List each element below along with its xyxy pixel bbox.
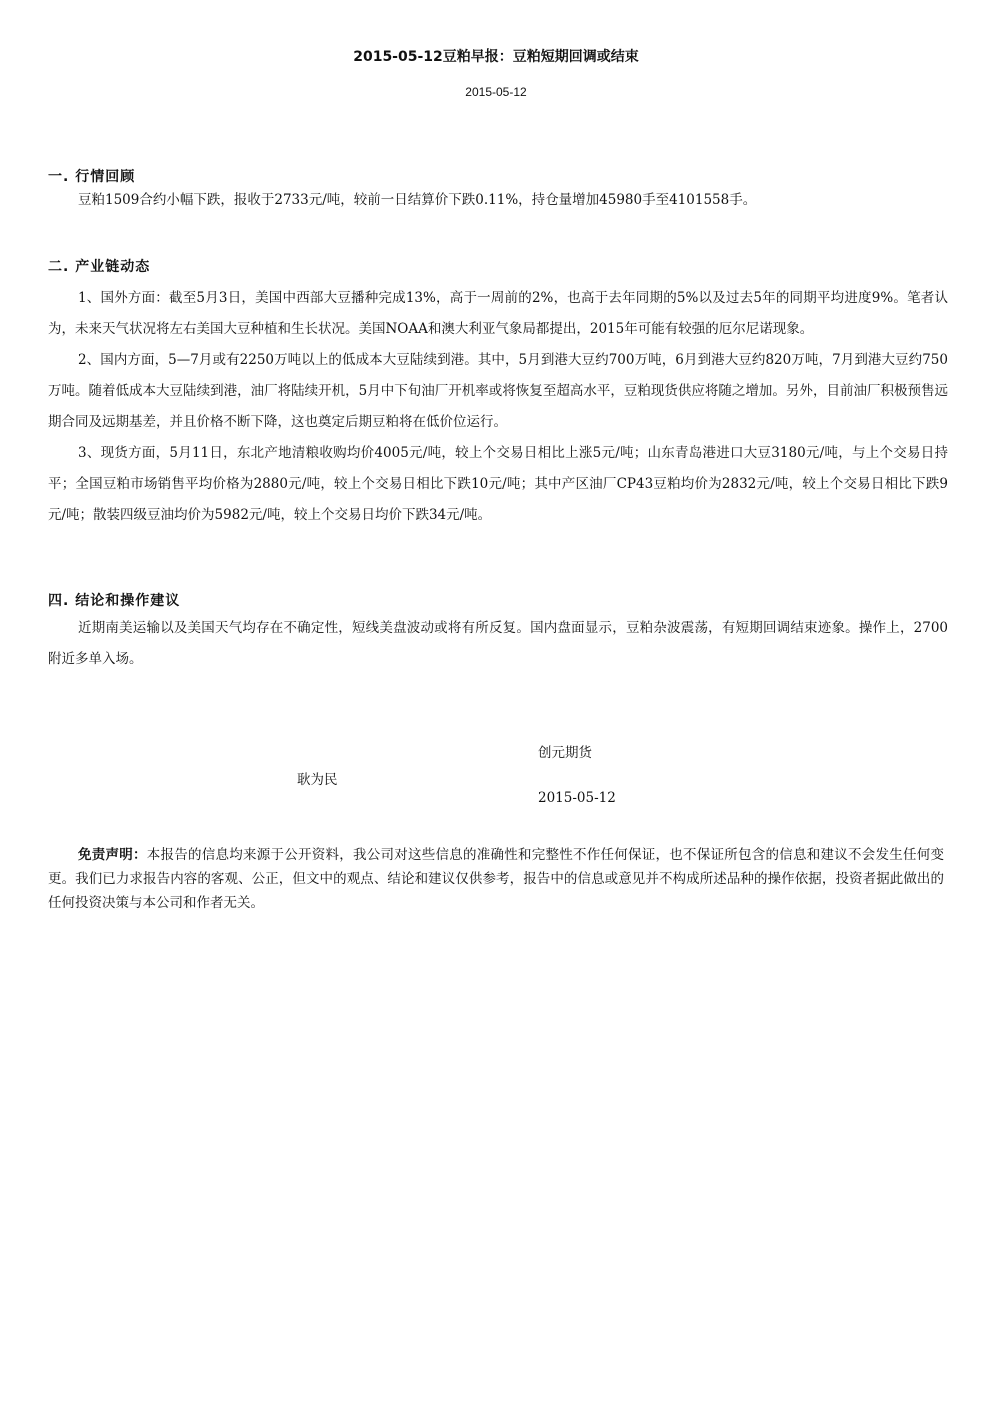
section-industry-chain <box>48 257 948 531</box>
section-conclusion <box>48 591 948 675</box>
section-paragraph: 近期南美运输以及美国天气均存在不确定性，短线美盘波动或将有所反复。国内盘面显示，豆粕杂波震荡，有短期回调结束迹象。操作上，2700附近多单入场。 <box>48 620 948 667</box>
signature-company: 创元期货 <box>538 745 592 761</box>
section-paragraph: 2、国内方面，5—7月或有2250万吨以上的低成本大豆陆续到港。其中，5月到港大豆约700万吨，6月到港大豆约820万吨，7月到港大豆约750万吨。随着低成本大豆陆续到港，油厂将陆续开机，5月中下旬油厂开机率或将恢复至超高水平，豆粕现货供应将随之增加。另外，目前油厂积极预售远期合同及远期基差，并且价格不断下降，这也奠定后期豆粕将在低价位运行。 <box>48 352 948 430</box>
disclaimer-text: 本报告的信息均来源于公开资料，我公司对这些信息的准确性和完整性不作任何保证，也不保证所包含的信息和建议不会发生任何变更。我们已力求报告内容的客观、公正，但文中的观点、结论和建议仅供参考，报告中的信息或意见并不构成所述品种的操作依据，投资者据此做出的任何投资决策与本公司和作者无关。 <box>48 847 944 911</box>
disclaimer <box>48 843 944 915</box>
section-paragraph: 1、国外方面：截至5月3日，美国中西部大豆播种完成13%，高于一周前的2%，也高于去年同期的5%以及过去5年的同期平均进度9%。笔者认为，未来天气状况将左右美国大豆种植和生长状况。美国NOAA和澳大利亚气象局都提出，2015年可能有较强的厄尔尼诺现象。 <box>48 290 948 337</box>
section-heading: 二. 产业链动态 <box>48 259 151 275</box>
section-heading: 四. 结论和操作建议 <box>48 593 181 609</box>
signature-date: 2015-05-12 <box>538 790 616 806</box>
report-date: 2015-05-12 <box>465 85 527 99</box>
report-title: 2015-05-12豆粕早报：豆粕短期回调或结束 <box>353 49 639 65</box>
section-paragraph: 3、现货方面，5月11日，东北产地清粮收购均价4005元/吨，较上个交易日相比上涨5元/吨；山东青岛港进口大豆3180元/吨，与上个交易日持平；全国豆粕市场销售平均价格为2880元/吨，较上个交易日相比下跌10元/吨；其中产区油厂CP43豆粕均价为2832元/吨，较上个交易日相比下跌9元/吨；散装四级豆油均价为5982元/吨，较上个交易日均价下跌34元/吨。 <box>48 445 948 523</box>
section-heading: 一. 行情回顾 <box>48 169 136 185</box>
signature-author: 耿为民 <box>297 772 338 788</box>
section-market-review <box>48 167 948 213</box>
disclaimer-label: 免责声明： <box>78 847 147 863</box>
section-paragraph: 豆粕1509合约小幅下跌，报收于2733元/吨，较前一日结算价下跌0.11%，持仓量增加45980手至4101558手。 <box>78 192 757 208</box>
